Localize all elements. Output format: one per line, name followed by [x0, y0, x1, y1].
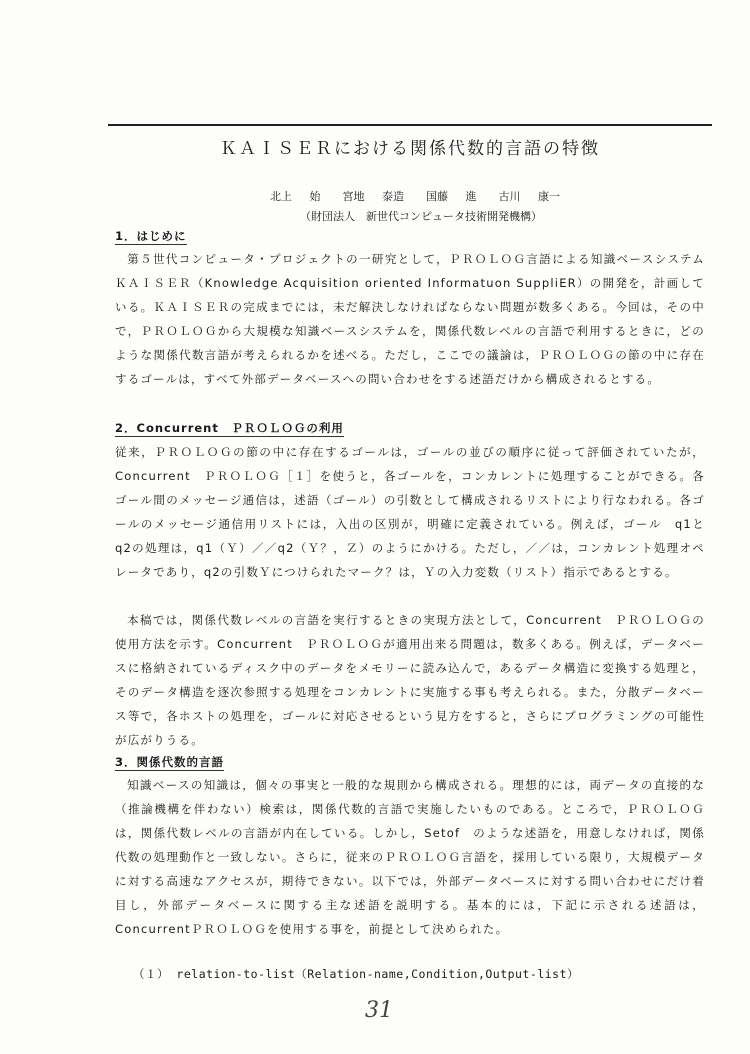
paper-title: ＫＡＩＳＥＲにおける関係代数的言語の特徴 — [220, 139, 600, 159]
section-2-paragraph-2: 本稿では，関係代数レベルの言語を実行するときの実現方法として，Concurrent ＰＲＯＬＯＧの使用方法を示す。Concurrent ＰＲＯＬＯＧが適用出来る問題は，数多くある。例えば，データベースに格納されているディスク中のデータをメモリーに読み込んで，あるデータ構造に変換する処理と，そのデータ構造を逐次参照する処理をコンカレントに実施する事も考えられる。また，分散データベース等で，各ホストの処理を，ゴールに対応させるという見方をすると，さらにプログラミングの可能性が広がりうる。 — [115, 613, 705, 747]
list-item: （１） relation-to-list（Relation-name,Condition,Output-list） — [133, 967, 580, 981]
section-2-paragraph-1: 従来，ＰＲＯＬＯＧの節の中に存在するゴールは，ゴールの並びの順序に従って評価されていたが，Concurrent ＰＲＯＬＯＧ［１］を使うと，各ゴールを，コンカレントに処理することができる。各ゴール間のメッセージ通信は，述語（ゴール）の引数として構成されるリストにより行なわれる。各ゴールのメッセージ通信用リストには，入出の区別が，明確に定義されている。例えば，ゴール q1と q2の処理は，q1（Ｙ）／／q2（Ｙ？，Ｚ）のようにかける。ただし，／／は，コンカレント処理オペレータであり，q2の引数Ｙにつけられたマーク？は，Ｙの入力変数（リスト）指示であるとする。 — [115, 445, 718, 579]
affiliation: （財団法人 新世代コンピュータ技術開発機構） — [300, 210, 542, 223]
section-1-paragraph-1: 第５世代コンピュータ・プロジェクトの一研究として，ＰＲＯＬＯＧ言語による知識ベースシステムＫＡＩＳＥＲ（Knowledge Acquisition oriented Informatuon SuppliER）の開発を，計画している。ＫＡＩＳＥＲの完成までには，未だ解決しなければならない問題が数多くある。今回は，その中で，ＰＲＯＬＯＧから大規模な知識ベースシステムを，関係代数レベルの言語で利用するときに，どのような関係代数言語が考えられるかを述べる。ただし，ここでの議論は，ＰＲＯＬＯＧの節の中に存在するゴールは，すべて外部データベースへの問い合わせをする述語だけから構成されるとする。 — [115, 252, 705, 386]
section-heading-3: 3．関係代数的言語 — [115, 755, 225, 769]
section-heading-2: 2．Concurrent ＰＲＯＬＯＧの利用 — [115, 421, 344, 435]
top-rule — [108, 124, 712, 126]
page-number: 31 — [365, 998, 393, 1023]
author-list: 北上 始 宮地 泰造 国藤 進 古川 康一 — [270, 190, 560, 203]
section-heading-1: 1．はじめに — [115, 229, 187, 243]
section-3-paragraph-1: 知識ベースの知識は，個々の事実と一般的な規則から構成される。理想的には，両データの直接的な（推論機構を伴わない）検索は，関係代数的言語で実施したいものである。ところで，ＰＲＯＬＯＧは，関係代数レベルの言語が内在している。しかし，Setof のような述語を，用意しなければ，関係代数の処理動作と一致しない。さらに，従来のＰＲＯＬＯＧ言語を，採用している限り，大規模データに対する高速なアクセスが，期待できない。以下では，外部データベースに対する問い合わせにだけ着目し，外部データベースに関する主な述語を説明する。基本的には，下記に示される述語は，ConcurrentＰＲＯＬＯＧを使用する事を，前提として決められた。 — [115, 778, 705, 936]
